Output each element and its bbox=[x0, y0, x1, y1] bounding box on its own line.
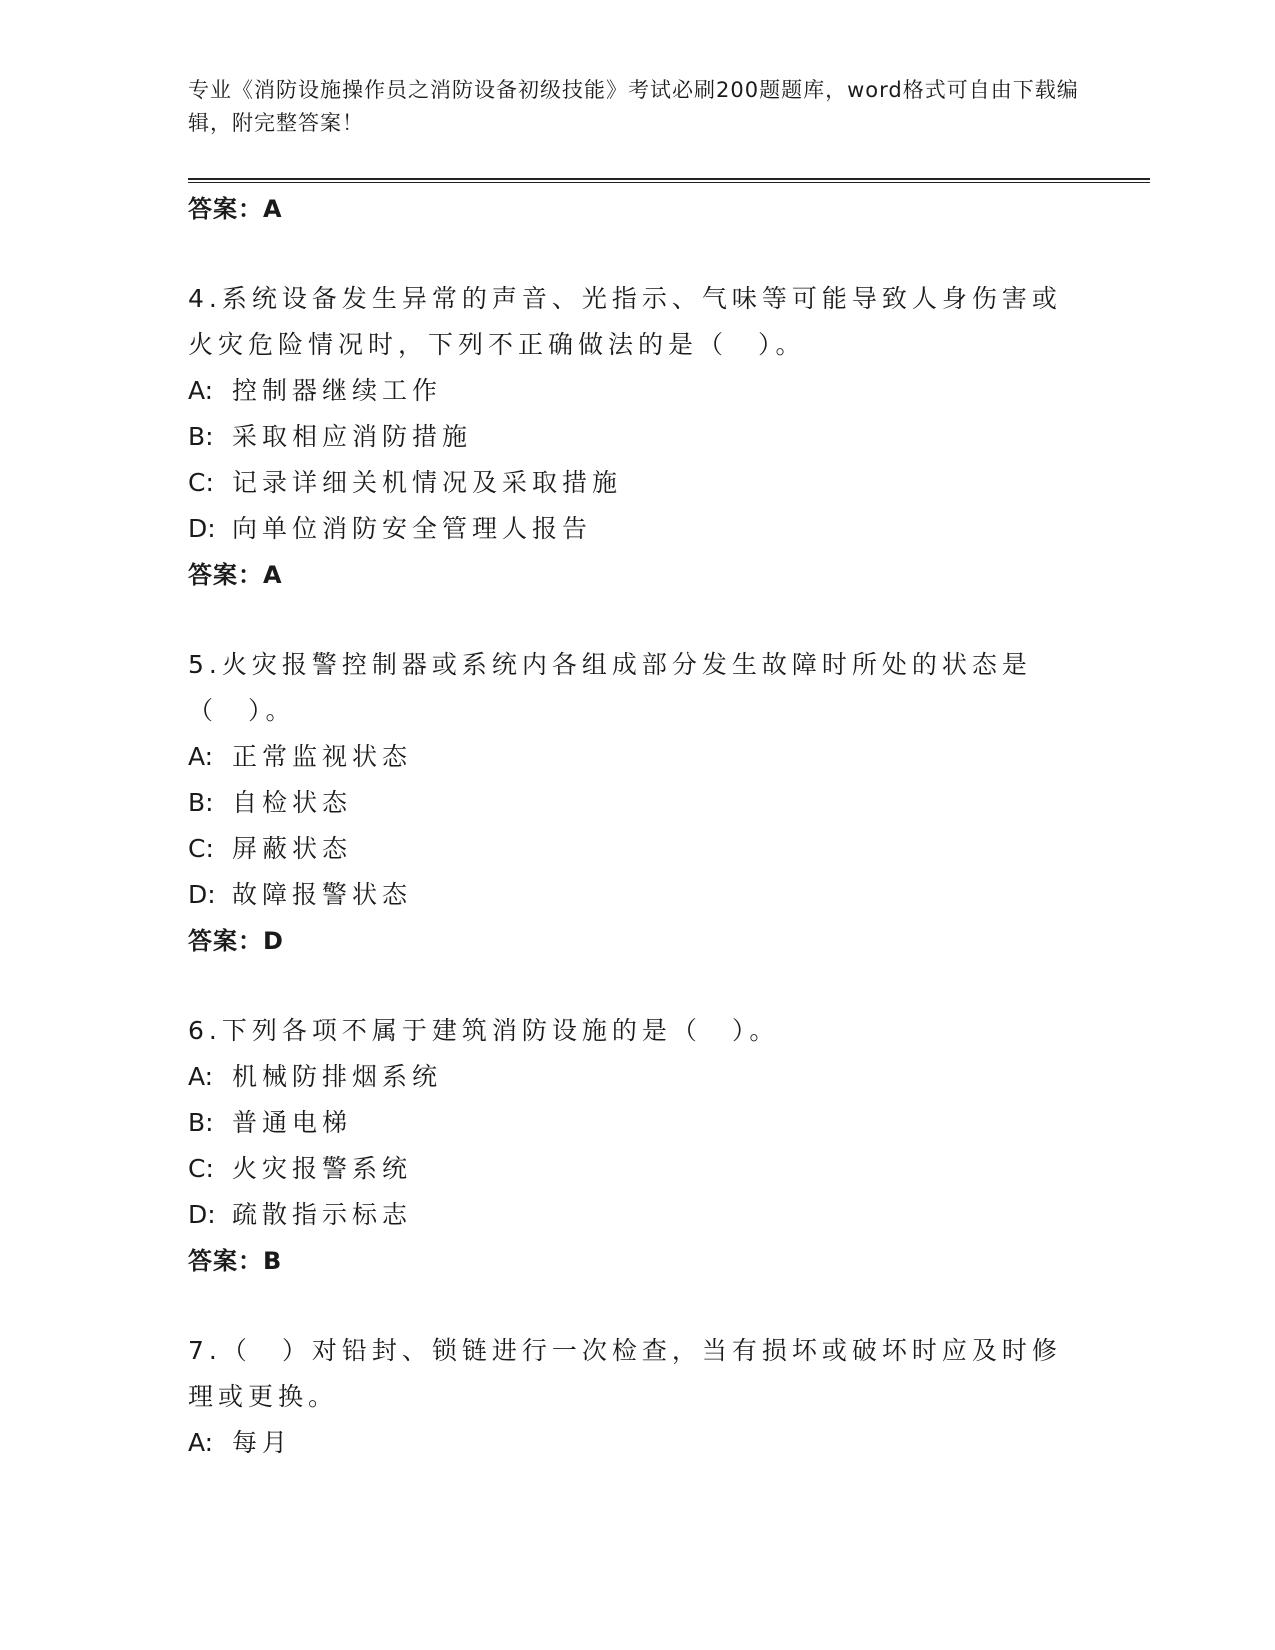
option-text: 控制器继续工作 bbox=[232, 376, 443, 405]
option-a bbox=[188, 1054, 1068, 1100]
option-text: 机械防排烟系统 bbox=[232, 1062, 443, 1091]
question-4 bbox=[188, 276, 1068, 598]
option-c bbox=[188, 826, 1068, 872]
option-text: 向单位消防安全管理人报告 bbox=[232, 514, 593, 543]
option-b bbox=[188, 1100, 1068, 1146]
option-letter: B: bbox=[188, 788, 214, 817]
option-text: 采取相应消防措施 bbox=[232, 422, 473, 451]
question-list bbox=[188, 186, 1068, 1466]
option-letter: A: bbox=[188, 1062, 214, 1091]
question-5 bbox=[188, 642, 1068, 964]
option-a bbox=[188, 1420, 1068, 1466]
option-letter: C: bbox=[188, 468, 214, 497]
option-d bbox=[188, 506, 1068, 552]
option-letter: B: bbox=[188, 1108, 214, 1137]
header-divider bbox=[188, 178, 1150, 183]
option-text: 自检状态 bbox=[232, 788, 353, 817]
answer: 答案：D bbox=[188, 927, 284, 955]
option-d bbox=[188, 872, 1068, 918]
option-a bbox=[188, 368, 1068, 414]
option-text: 屏蔽状态 bbox=[232, 834, 353, 863]
option-letter: C: bbox=[188, 834, 214, 863]
option-letter: A: bbox=[188, 376, 214, 405]
option-text: 每月 bbox=[232, 1428, 293, 1457]
page-header: 专业《消防设施操作员之消防设备初级技能》考试必刷200题题库，word格式可自由下载编辑，附完整答案！ bbox=[188, 78, 1079, 135]
question-7 bbox=[188, 1328, 1068, 1466]
question-text: 4.系统设备发生异常的声音、光指示、气味等可能导致人身伤害或火灾危险情况时，下列不正确做法的是（ ）。 bbox=[188, 284, 1062, 359]
answer: 答案：B bbox=[188, 1247, 283, 1275]
option-text: 正常监视状态 bbox=[232, 742, 413, 771]
option-text: 火灾报警系统 bbox=[232, 1154, 413, 1183]
option-c bbox=[188, 460, 1068, 506]
answer-prev: 答案：A bbox=[188, 195, 283, 223]
question-text: 5.火灾报警控制器或系统内各组成部分发生故障时所处的状态是（ ）。 bbox=[188, 650, 1032, 725]
option-letter: C: bbox=[188, 1154, 214, 1183]
option-letter: D: bbox=[188, 1200, 216, 1229]
option-letter: A: bbox=[188, 742, 214, 771]
option-b bbox=[188, 780, 1068, 826]
option-letter: D: bbox=[188, 880, 216, 909]
question-6 bbox=[188, 1008, 1068, 1284]
question-text: 6.下列各项不属于建筑消防设施的是（ ）。 bbox=[188, 1016, 780, 1045]
answer: 答案：A bbox=[188, 561, 283, 589]
option-c bbox=[188, 1146, 1068, 1192]
option-letter: A: bbox=[188, 1428, 214, 1457]
option-text: 记录详细关机情况及采取措施 bbox=[232, 468, 623, 497]
option-d bbox=[188, 1192, 1068, 1238]
option-a bbox=[188, 734, 1068, 780]
option-b bbox=[188, 414, 1068, 460]
option-letter: B: bbox=[188, 422, 214, 451]
question-text: 7.（ ）对铅封、锁链进行一次检查，当有损坏或破坏时应及时修理或更换。 bbox=[188, 1336, 1062, 1411]
option-text: 普通电梯 bbox=[232, 1108, 353, 1137]
option-letter: D: bbox=[188, 514, 216, 543]
option-text: 故障报警状态 bbox=[232, 880, 413, 909]
option-text: 疏散指示标志 bbox=[232, 1200, 413, 1229]
